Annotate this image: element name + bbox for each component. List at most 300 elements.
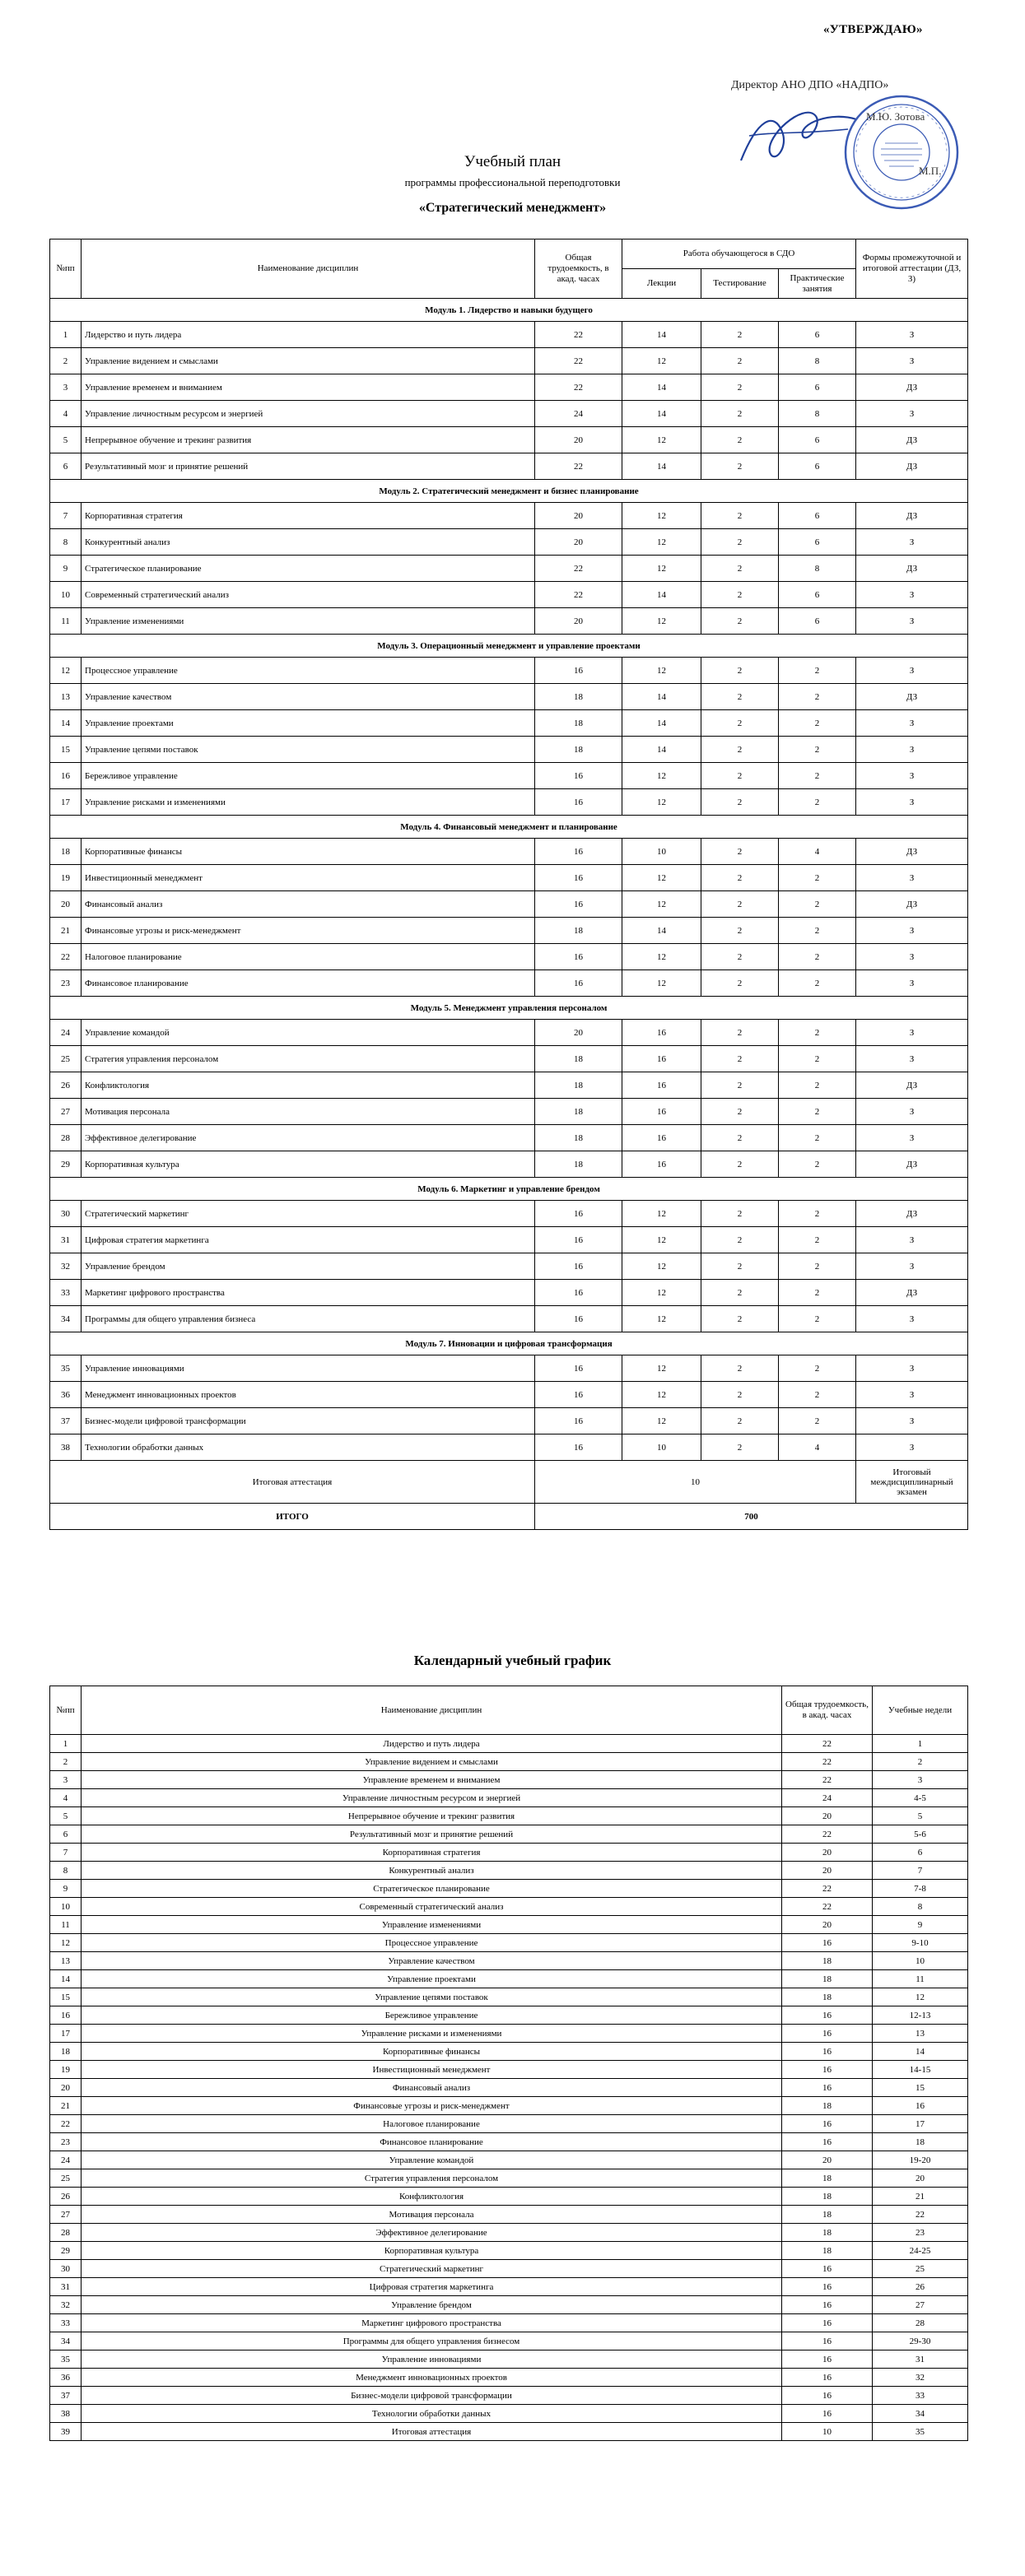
total-hours: 18 [535,918,622,944]
total-hours: 16 [535,1355,622,1382]
total-hours: 16 [782,2387,873,2405]
module-title: Модуль 2. Стратегический менеджмент и бизнес планирование [50,480,968,503]
total-hours: 20 [782,2151,873,2169]
discipline-name: Эффективное делегирование [82,2224,782,2242]
total-hours: 16 [782,2025,873,2043]
discipline-name: Цифровая стратегия маркетинга [82,1227,535,1253]
discipline-name: Бизнес-модели цифровой трансформации [82,1408,535,1434]
attestation-form: З [856,582,968,608]
attestation-form: З [856,1382,968,1408]
calendar-row [50,1862,968,1880]
lecture-hours: 12 [622,1382,701,1408]
attestation-form: З [856,1227,968,1253]
total-hours: 16 [535,1280,622,1306]
lecture-hours: 14 [622,684,701,710]
row-number: 39 [50,2423,82,2441]
module-title: Модуль 3. Операционный менеджмент и управление проектами [50,635,968,658]
calendar-row [50,2224,968,2242]
total-hours: 20 [782,1862,873,1880]
table-row [50,763,968,789]
discipline-name: Управление изменениями [82,608,535,635]
cal-header-total: Общая трудоемкость, в акад. часах [782,1686,873,1735]
practice-hours: 2 [779,944,856,970]
discipline-name: Цифровая стратегия маркетинга [82,2278,782,2296]
table-row [50,658,968,684]
attestation-form: З [856,658,968,684]
row-number: 7 [50,1844,82,1862]
discipline-name: Бережливое управление [82,2006,782,2025]
table-row [50,865,968,891]
discipline-name: Финансовые угрозы и риск-менеджмент [82,918,535,944]
calendar-row [50,2423,968,2441]
testing-hours: 2 [701,658,779,684]
practice-hours: 8 [779,556,856,582]
total-hours: 16 [535,1201,622,1227]
calendar-table [49,1686,968,2441]
row-number: 26 [50,1072,82,1099]
discipline-name: Управление временем и вниманием [82,1771,782,1789]
lecture-hours: 14 [622,374,701,401]
attestation-form: ДЗ [856,1072,968,1099]
header-forms: Формы промежуточной и итоговой аттестации (ДЗ, З) [856,239,968,299]
header-testing: Тестирование [701,269,779,299]
discipline-name: Корпоративные финансы [82,2043,782,2061]
study-weeks: 11 [873,1970,968,1988]
document-subtitle: программы профессиональной переподготовки [404,176,621,188]
discipline-name: Корпоративные финансы [82,839,535,865]
header-total: Общая трудоемкость, в акад. часах [535,239,622,299]
study-weeks: 10 [873,1952,968,1970]
testing-hours: 2 [701,556,779,582]
discipline-name: Управление качеством [82,684,535,710]
discipline-name: Управление личностным ресурсом и энергией [82,401,535,427]
testing-hours: 2 [701,1046,779,1072]
attestation-form: З [856,1306,968,1332]
total-hours: 16 [782,2061,873,2079]
row-number: 24 [50,2151,82,2169]
total-hours: 16 [535,1227,622,1253]
header-name: Наименование дисциплин [82,239,535,299]
row-number: 23 [50,970,82,997]
stamp-mark: М.П. [919,165,942,177]
calendar-row [50,2097,968,2115]
module-title: Модуль 1. Лидерство и навыки будущего [50,299,968,322]
lecture-hours: 12 [622,503,701,529]
row-number: 8 [50,529,82,556]
round-seal-icon [840,91,963,214]
total-hours: 16 [782,2260,873,2278]
row-number: 9 [50,1880,82,1898]
total-hours: 22 [782,1735,873,1753]
study-weeks: 7 [873,1862,968,1880]
practice-hours: 2 [779,763,856,789]
row-number: 10 [50,1898,82,1916]
table-row [50,1280,968,1306]
total-hours: 16 [782,2369,873,2387]
practice-hours: 2 [779,1072,856,1099]
attestation-form: З [856,529,968,556]
testing-hours: 2 [701,1253,779,1280]
row-number: 31 [50,1227,82,1253]
practice-hours: 8 [779,348,856,374]
total-hours: 16 [782,2332,873,2350]
testing-hours: 2 [701,865,779,891]
calendar-row [50,1789,968,1807]
discipline-name: Налоговое планирование [82,2115,782,2133]
study-weeks: 24-25 [873,2242,968,2260]
module-row [50,997,968,1020]
study-weeks: 27 [873,2296,968,2314]
testing-hours: 2 [701,322,779,348]
testing-hours: 2 [701,1280,779,1306]
calendar-row [50,2242,968,2260]
attestation-form: З [856,401,968,427]
discipline-name: Результативный мозг и принятие решений [82,1825,782,1844]
row-number: 4 [50,1789,82,1807]
study-weeks: 14 [873,2043,968,2061]
study-weeks: 23 [873,2224,968,2242]
table-row [50,1382,968,1408]
discipline-name: Современный стратегический анализ [82,582,535,608]
testing-hours: 2 [701,1227,779,1253]
discipline-name: Процессное управление [82,1934,782,1952]
study-weeks: 4-5 [873,1789,968,1807]
practice-hours: 6 [779,453,856,480]
discipline-name: Конкурентный анализ [82,529,535,556]
attestation-form: ДЗ [856,1151,968,1178]
attestation-form: З [856,1408,968,1434]
row-number: 36 [50,1382,82,1408]
total-hours: 24 [535,401,622,427]
calendar-row [50,1970,968,1988]
practice-hours: 2 [779,1382,856,1408]
testing-hours: 2 [701,1306,779,1332]
total-hours: 22 [535,348,622,374]
testing-hours: 2 [701,737,779,763]
row-number: 29 [50,2242,82,2260]
module-row [50,1178,968,1201]
signer-name: М.Ю. Зотова [866,110,925,123]
attestation-form: З [856,1355,968,1382]
row-number: 18 [50,2043,82,2061]
row-number: 20 [50,891,82,918]
row-number: 26 [50,2188,82,2206]
total-hours: 18 [535,1046,622,1072]
testing-hours: 2 [701,348,779,374]
table-row [50,1306,968,1332]
discipline-name: Стратегический маркетинг [82,1201,535,1227]
practice-hours: 6 [779,322,856,348]
discipline-name: Финансовое планирование [82,2133,782,2151]
testing-hours: 2 [701,503,779,529]
discipline-name: Финансовый анализ [82,891,535,918]
practice-hours: 2 [779,658,856,684]
testing-hours: 2 [701,891,779,918]
total-hours: 18 [782,2169,873,2188]
discipline-name: Управление инновациями [82,2350,782,2369]
lecture-hours: 12 [622,658,701,684]
total-hours: 22 [535,453,622,480]
study-weeks: 3 [873,1771,968,1789]
discipline-name: Финансовые угрозы и риск-менеджмент [82,2097,782,2115]
attestation-form: З [856,322,968,348]
testing-hours: 2 [701,918,779,944]
total-hours: 18 [782,2206,873,2224]
practice-hours: 8 [779,401,856,427]
study-weeks: 31 [873,2350,968,2369]
discipline-name: Корпоративная стратегия [82,1844,782,1862]
row-number: 18 [50,839,82,865]
attestation-form: ДЗ [856,684,968,710]
discipline-name: Управление рисками и изменениями [82,2025,782,2043]
lecture-hours: 14 [622,453,701,480]
study-weeks: 28 [873,2314,968,2332]
total-hours: 16 [782,2314,873,2332]
total-hours: 16 [535,1306,622,1332]
row-number: 27 [50,2206,82,2224]
attestation-form: ДЗ [856,1280,968,1306]
practice-hours: 2 [779,891,856,918]
practice-hours: 4 [779,1434,856,1461]
lecture-hours: 12 [622,1355,701,1382]
study-weeks: 26 [873,2278,968,2296]
row-number: 4 [50,401,82,427]
calendar-row [50,1771,968,1789]
row-number: 17 [50,789,82,816]
total-hours: 16 [535,658,622,684]
lecture-hours: 10 [622,839,701,865]
discipline-name: Стратегический маркетинг [82,2260,782,2278]
lecture-hours: 16 [622,1020,701,1046]
row-number: 16 [50,763,82,789]
testing-hours: 2 [701,1099,779,1125]
discipline-name: Итоговая аттестация [82,2423,782,2441]
row-number: 35 [50,2350,82,2369]
table-row [50,427,968,453]
total-hours: 22 [535,582,622,608]
calendar-row [50,2314,968,2332]
study-weeks: 13 [873,2025,968,2043]
cal-header-weeks: Учебные недели [873,1686,968,1735]
testing-hours: 2 [701,401,779,427]
total-hours: 22 [535,556,622,582]
discipline-name: Стратегическое планирование [82,556,535,582]
total-hours: 22 [782,1825,873,1844]
table-row [50,1434,968,1461]
lecture-hours: 14 [622,401,701,427]
row-number: 37 [50,1408,82,1434]
discipline-name: Мотивация персонала [82,2206,782,2224]
lecture-hours: 12 [622,529,701,556]
total-hours: 16 [782,2296,873,2314]
practice-hours: 4 [779,839,856,865]
calendar-row [50,1735,968,1753]
row-number: 1 [50,322,82,348]
total-hours: 18 [535,710,622,737]
row-number: 33 [50,2314,82,2332]
attestation-form: З [856,1253,968,1280]
lecture-hours: 12 [622,891,701,918]
total-hours: 16 [535,1408,622,1434]
calendar-row [50,1952,968,1970]
discipline-name: Инвестиционный менеджмент [82,865,535,891]
attestation-form: ДЗ [856,556,968,582]
study-weeks: 20 [873,2169,968,2188]
practice-hours: 2 [779,1408,856,1434]
discipline-name: Маркетинг цифрового пространства [82,1280,535,1306]
row-number: 35 [50,1355,82,1382]
total-hours: 18 [535,1125,622,1151]
attestation-form: З [856,970,968,997]
testing-hours: 2 [701,970,779,997]
practice-hours: 2 [779,1099,856,1125]
discipline-name: Современный стратегический анализ [82,1898,782,1916]
testing-hours: 2 [701,1201,779,1227]
discipline-name: Управление качеством [82,1952,782,1970]
practice-hours: 2 [779,1046,856,1072]
lecture-hours: 12 [622,608,701,635]
testing-hours: 2 [701,1408,779,1434]
row-number: 19 [50,865,82,891]
row-number: 21 [50,918,82,944]
calendar-row [50,2332,968,2350]
calendar-row [50,1807,968,1825]
study-weeks: 9 [873,1916,968,1934]
discipline-name: Лидерство и путь лидера [82,1735,782,1753]
calendar-row [50,2350,968,2369]
table-row [50,918,968,944]
total-hours: 18 [535,684,622,710]
total-hours: 22 [782,1898,873,1916]
practice-hours: 2 [779,789,856,816]
practice-hours: 2 [779,1227,856,1253]
total-hours: 16 [782,2006,873,2025]
total-hours: 16 [782,2079,873,2097]
practice-hours: 6 [779,374,856,401]
total-hours: 18 [782,1952,873,1970]
table-row [50,453,968,480]
final-attestation-row [50,1461,968,1504]
calendar-row [50,1898,968,1916]
total-hours: 16 [535,891,622,918]
final-attestation-hours: 10 [535,1461,856,1504]
calendar-row [50,1880,968,1898]
row-number: 20 [50,2079,82,2097]
discipline-name: Конфликтология [82,2188,782,2206]
calendar-row [50,2387,968,2405]
practice-hours: 2 [779,1355,856,1382]
study-weeks: 7-8 [873,1880,968,1898]
calendar-row [50,2006,968,2025]
attestation-form: З [856,763,968,789]
total-hours: 22 [535,322,622,348]
calendar-row [50,2079,968,2097]
row-number: 28 [50,1125,82,1151]
table-row [50,348,968,374]
row-number: 15 [50,1988,82,2006]
discipline-name: Финансовое планирование [82,970,535,997]
discipline-name: Бережливое управление [82,763,535,789]
discipline-name: Управление проектами [82,710,535,737]
testing-hours: 2 [701,710,779,737]
total-hours: 20 [535,427,622,453]
attestation-form: З [856,865,968,891]
total-hours: 16 [535,1382,622,1408]
header-practice: Практические занятия [779,269,856,299]
table-row [50,1046,968,1072]
calendar-row [50,1916,968,1934]
study-weeks: 6 [873,1844,968,1862]
study-weeks: 9-10 [873,1934,968,1952]
total-hours: 18 [535,1099,622,1125]
row-number: 15 [50,737,82,763]
final-attestation-label: Итоговая аттестация [50,1461,535,1504]
lecture-hours: 14 [622,710,701,737]
lecture-hours: 12 [622,1280,701,1306]
testing-hours: 2 [701,944,779,970]
table-row [50,1151,968,1178]
practice-hours: 2 [779,1125,856,1151]
discipline-name: Маркетинг цифрового пространства [82,2314,782,2332]
calendar-row [50,2043,968,2061]
discipline-name: Управление цепями поставок [82,737,535,763]
discipline-name: Лидерство и путь лидера [82,322,535,348]
row-number: 2 [50,348,82,374]
lecture-hours: 16 [622,1151,701,1178]
total-hours: 22 [535,374,622,401]
study-weeks: 22 [873,2206,968,2224]
discipline-name: Эффективное делегирование [82,1125,535,1151]
study-weeks: 15 [873,2079,968,2097]
practice-hours: 2 [779,1020,856,1046]
calendar-row [50,1844,968,1862]
calendar-row [50,2115,968,2133]
study-weeks: 5 [873,1807,968,1825]
row-number: 11 [50,608,82,635]
approval-mark: «УТВЕРЖДАЮ» [823,23,923,36]
practice-hours: 2 [779,710,856,737]
calendar-row [50,2296,968,2314]
calendar-row [50,2151,968,2169]
practice-hours: 2 [779,684,856,710]
discipline-name: Программы для общего управления бизнесом [82,2332,782,2350]
table-row [50,1253,968,1280]
cal-header-num: №пп [50,1686,82,1735]
total-hours-value: 700 [535,1504,968,1530]
module-row [50,816,968,839]
table-row [50,891,968,918]
testing-hours: 2 [701,763,779,789]
discipline-name: Технологии обработки данных [82,1434,535,1461]
total-hours: 16 [782,2115,873,2133]
row-number: 33 [50,1280,82,1306]
testing-hours: 2 [701,839,779,865]
total-hours: 16 [535,1434,622,1461]
row-number: 14 [50,710,82,737]
row-number: 30 [50,1201,82,1227]
row-number: 31 [50,2278,82,2296]
study-weeks: 12 [873,1988,968,2006]
module-title: Модуль 4. Финансовый менеджмент и планирование [50,816,968,839]
attestation-form: З [856,608,968,635]
total-hours: 20 [782,1844,873,1862]
testing-hours: 2 [701,1072,779,1099]
testing-hours: 2 [701,453,779,480]
testing-hours: 2 [701,529,779,556]
row-number: 36 [50,2369,82,2387]
discipline-name: Технологии обработки данных [82,2405,782,2423]
row-number: 21 [50,2097,82,2115]
